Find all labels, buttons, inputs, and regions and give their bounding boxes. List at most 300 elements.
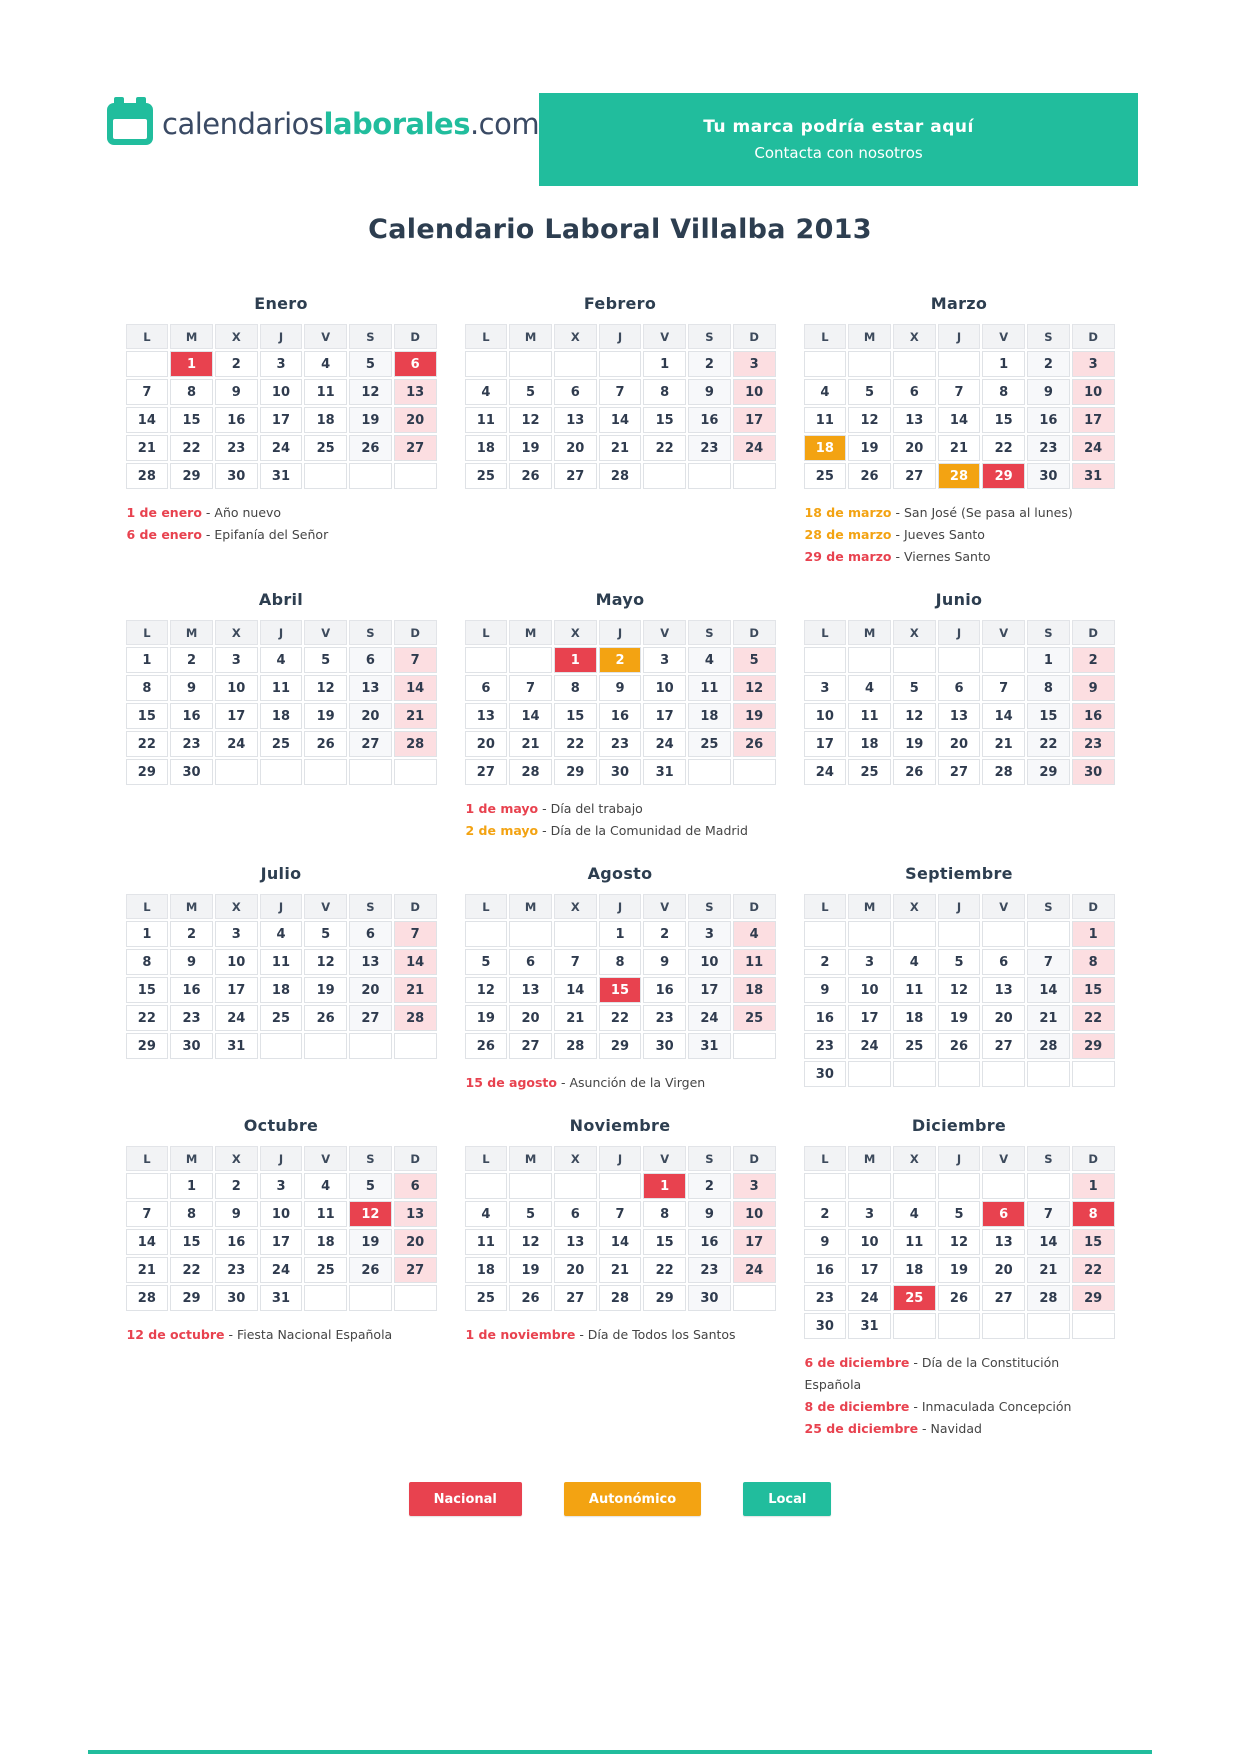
day-cell: 7 bbox=[938, 379, 981, 405]
legend-nacional-button[interactable]: Nacional bbox=[409, 1482, 522, 1516]
week-row bbox=[126, 1005, 437, 1031]
day-cell: 7 bbox=[394, 647, 437, 673]
day-cell: 14 bbox=[394, 675, 437, 701]
week-row bbox=[465, 731, 776, 757]
page-title: Calendario Laboral Villalba 2013 bbox=[368, 214, 872, 245]
weekday-header-cell: X bbox=[893, 324, 936, 349]
day-cell: 24 bbox=[848, 1285, 891, 1311]
weekday-header-cell: L bbox=[126, 324, 169, 349]
holiday-day-cell: 1 bbox=[554, 647, 597, 673]
holiday-day-cell: 6 bbox=[394, 351, 437, 377]
day-cell: 4 bbox=[304, 1173, 347, 1199]
holiday-note bbox=[805, 546, 1117, 568]
weekday-header-cell: X bbox=[554, 894, 597, 919]
holiday-note-description: - Día de la Constitución Española bbox=[804, 1355, 1060, 1392]
holiday-note-date: 28 de marzo bbox=[804, 527, 892, 542]
day-cell: 15 bbox=[126, 977, 169, 1003]
weekday-header-cell: D bbox=[733, 1146, 776, 1171]
week-row bbox=[804, 1201, 1115, 1227]
day-cell: 7 bbox=[126, 1201, 169, 1227]
day-cell: 15 bbox=[1027, 703, 1070, 729]
day-cell: 12 bbox=[938, 1229, 981, 1255]
day-cell: 20 bbox=[554, 435, 597, 461]
week-row bbox=[465, 1005, 776, 1031]
day-cell: 26 bbox=[465, 1033, 508, 1059]
day-cell: 12 bbox=[349, 379, 392, 405]
day-cell: 1 bbox=[982, 351, 1025, 377]
day-cell: 10 bbox=[260, 1201, 303, 1227]
day-cell: 22 bbox=[170, 1257, 213, 1283]
day-cell: 26 bbox=[509, 1285, 552, 1311]
empty-cell bbox=[304, 1033, 347, 1059]
week-row bbox=[126, 703, 437, 729]
weekday-header-cell: L bbox=[465, 324, 508, 349]
day-cell: 9 bbox=[170, 675, 213, 701]
day-cell: 31 bbox=[848, 1313, 891, 1339]
day-cell: 30 bbox=[804, 1313, 847, 1339]
day-cell: 23 bbox=[643, 1005, 686, 1031]
holiday-day-cell: 15 bbox=[599, 977, 642, 1003]
day-cell: 25 bbox=[260, 731, 303, 757]
day-cell: 29 bbox=[170, 1285, 213, 1311]
day-cell: 10 bbox=[1072, 379, 1115, 405]
day-cell: 25 bbox=[260, 1005, 303, 1031]
week-row bbox=[465, 407, 776, 433]
calendar-ring-icon bbox=[136, 97, 146, 111]
holiday-note-date: 1 de enero bbox=[126, 505, 202, 520]
day-cell: 6 bbox=[554, 379, 597, 405]
calendar-table bbox=[124, 892, 439, 1061]
day-cell: 29 bbox=[126, 1033, 169, 1059]
day-cell: 31 bbox=[688, 1033, 731, 1059]
empty-cell bbox=[982, 1173, 1025, 1199]
day-cell: 20 bbox=[349, 703, 392, 729]
weekday-header-cell: V bbox=[304, 324, 347, 349]
day-cell: 22 bbox=[1072, 1005, 1115, 1031]
day-cell: 28 bbox=[1027, 1033, 1070, 1059]
day-cell: 23 bbox=[1027, 435, 1070, 461]
holiday-note-date: 8 de diciembre bbox=[804, 1399, 910, 1414]
day-cell: 4 bbox=[465, 379, 508, 405]
empty-cell bbox=[848, 647, 891, 673]
legend-autonomico-button[interactable]: Autonómico bbox=[564, 1482, 701, 1516]
day-cell: 20 bbox=[893, 435, 936, 461]
week-row bbox=[126, 977, 437, 1003]
day-cell: 4 bbox=[260, 647, 303, 673]
empty-cell bbox=[848, 1173, 891, 1199]
weekday-header-cell: X bbox=[893, 894, 936, 919]
day-cell: 18 bbox=[733, 977, 776, 1003]
day-cell: 19 bbox=[938, 1257, 981, 1283]
day-cell: 11 bbox=[260, 675, 303, 701]
holiday-note-description: - Día del trabajo bbox=[542, 801, 643, 816]
day-cell: 9 bbox=[688, 1201, 731, 1227]
week-row bbox=[126, 1285, 437, 1311]
holiday-note-date: 25 de diciembre bbox=[804, 1421, 919, 1436]
day-cell: 4 bbox=[848, 675, 891, 701]
day-cell: 24 bbox=[215, 1005, 258, 1031]
week-row bbox=[465, 379, 776, 405]
weekday-header-cell: M bbox=[509, 324, 552, 349]
day-cell: 2 bbox=[170, 921, 213, 947]
day-cell: 27 bbox=[554, 1285, 597, 1311]
month-block-mayo bbox=[463, 590, 778, 842]
calendar-table bbox=[124, 618, 439, 787]
month-block-noviembre bbox=[463, 1116, 778, 1346]
day-cell: 18 bbox=[893, 1257, 936, 1283]
site-wordmark bbox=[162, 107, 539, 141]
day-cell: 28 bbox=[1027, 1285, 1070, 1311]
weekday-header-cell: J bbox=[599, 324, 642, 349]
holiday-note-description: - Día de Todos los Santos bbox=[579, 1327, 736, 1342]
weekday-header-cell: D bbox=[733, 894, 776, 919]
day-cell: 21 bbox=[1027, 1257, 1070, 1283]
day-cell: 13 bbox=[465, 703, 508, 729]
holiday-note-date: 12 de octubre bbox=[126, 1327, 225, 1342]
day-cell: 8 bbox=[643, 379, 686, 405]
day-cell: 11 bbox=[688, 675, 731, 701]
weekday-header-cell: L bbox=[126, 894, 169, 919]
day-cell: 5 bbox=[304, 921, 347, 947]
day-cell: 16 bbox=[804, 1005, 847, 1031]
day-cell: 31 bbox=[643, 759, 686, 785]
day-cell: 30 bbox=[1027, 463, 1070, 489]
day-cell: 5 bbox=[465, 949, 508, 975]
empty-cell bbox=[938, 1313, 981, 1339]
legend-local-button[interactable]: Local bbox=[743, 1482, 831, 1516]
holiday-day-cell: 8 bbox=[1072, 1201, 1115, 1227]
day-cell: 14 bbox=[599, 407, 642, 433]
day-cell: 14 bbox=[938, 407, 981, 433]
weekday-header-cell: M bbox=[509, 894, 552, 919]
day-cell: 8 bbox=[170, 1201, 213, 1227]
day-cell: 17 bbox=[1072, 407, 1115, 433]
day-cell: 11 bbox=[260, 949, 303, 975]
holiday-day-cell: 25 bbox=[893, 1285, 936, 1311]
day-cell: 9 bbox=[804, 1229, 847, 1255]
week-row bbox=[804, 407, 1115, 433]
day-cell: 23 bbox=[215, 435, 258, 461]
holiday-notes bbox=[124, 502, 439, 546]
weekday-header-cell: J bbox=[260, 894, 303, 919]
week-row bbox=[804, 647, 1115, 673]
week-row bbox=[126, 435, 437, 461]
month-title: Noviembre bbox=[569, 1116, 671, 1135]
weekday-header-cell: D bbox=[394, 1146, 437, 1171]
day-cell: 8 bbox=[982, 379, 1025, 405]
day-cell: 1 bbox=[170, 1173, 213, 1199]
weekday-header-cell: M bbox=[848, 894, 891, 919]
empty-cell bbox=[1072, 1061, 1115, 1087]
day-cell: 14 bbox=[1027, 977, 1070, 1003]
week-row bbox=[465, 351, 776, 377]
day-cell: 10 bbox=[215, 949, 258, 975]
empty-cell bbox=[848, 1061, 891, 1087]
day-cell: 27 bbox=[349, 1005, 392, 1031]
weekday-header-cell: L bbox=[804, 1146, 847, 1171]
day-cell: 28 bbox=[599, 1285, 642, 1311]
day-cell: 15 bbox=[126, 703, 169, 729]
day-cell: 11 bbox=[465, 407, 508, 433]
empty-cell bbox=[893, 1061, 936, 1087]
day-cell: 27 bbox=[982, 1285, 1025, 1311]
week-row bbox=[804, 351, 1115, 377]
week-row bbox=[804, 759, 1115, 785]
holiday-note bbox=[466, 820, 778, 842]
day-cell: 4 bbox=[804, 379, 847, 405]
day-cell: 31 bbox=[1072, 463, 1115, 489]
calendar-table bbox=[802, 1144, 1117, 1341]
empty-cell bbox=[394, 463, 437, 489]
empty-cell bbox=[304, 463, 347, 489]
week-row bbox=[126, 1033, 437, 1059]
weekday-header-cell: S bbox=[349, 894, 392, 919]
day-cell: 10 bbox=[804, 703, 847, 729]
week-row bbox=[804, 1229, 1115, 1255]
day-cell: 12 bbox=[465, 977, 508, 1003]
month-block-abril bbox=[124, 590, 439, 787]
day-cell: 13 bbox=[394, 1201, 437, 1227]
day-cell: 5 bbox=[509, 1201, 552, 1227]
day-cell: 1 bbox=[643, 351, 686, 377]
day-cell: 23 bbox=[804, 1285, 847, 1311]
holiday-note-date: 1 de noviembre bbox=[465, 1327, 576, 1342]
empty-cell bbox=[509, 1173, 552, 1199]
empty-cell bbox=[465, 351, 508, 377]
weekday-header-cell: S bbox=[688, 324, 731, 349]
empty-cell bbox=[982, 921, 1025, 947]
day-cell: 20 bbox=[982, 1005, 1025, 1031]
day-cell: 20 bbox=[465, 731, 508, 757]
weekday-header-cell: X bbox=[215, 894, 258, 919]
day-cell: 3 bbox=[733, 351, 776, 377]
day-cell: 12 bbox=[893, 703, 936, 729]
month-title: Enero bbox=[254, 294, 308, 313]
day-cell: 14 bbox=[509, 703, 552, 729]
weekday-header-cell: D bbox=[1072, 620, 1115, 645]
day-cell: 16 bbox=[599, 703, 642, 729]
day-cell: 11 bbox=[304, 1201, 347, 1227]
holiday-note-description: - Año nuevo bbox=[205, 505, 282, 520]
day-cell: 13 bbox=[349, 949, 392, 975]
day-cell: 22 bbox=[126, 1005, 169, 1031]
empty-cell bbox=[349, 1285, 392, 1311]
week-row bbox=[465, 1229, 776, 1255]
week-row bbox=[804, 1257, 1115, 1283]
empty-cell bbox=[509, 351, 552, 377]
day-cell: 28 bbox=[126, 463, 169, 489]
day-cell: 25 bbox=[304, 435, 347, 461]
day-cell: 2 bbox=[1072, 647, 1115, 673]
month-title: Septiembre bbox=[905, 864, 1013, 883]
day-cell: 5 bbox=[848, 379, 891, 405]
day-cell: 17 bbox=[848, 1257, 891, 1283]
day-cell: 3 bbox=[1072, 351, 1115, 377]
day-cell: 8 bbox=[170, 379, 213, 405]
week-row bbox=[126, 1229, 437, 1255]
holiday-note-date: 6 de diciembre bbox=[804, 1355, 910, 1370]
footer-accent-bar bbox=[88, 1750, 1152, 1754]
day-cell: 8 bbox=[554, 675, 597, 701]
weekday-header-cell: V bbox=[643, 1146, 686, 1171]
empty-cell bbox=[260, 1033, 303, 1059]
weekday-header-cell: M bbox=[170, 1146, 213, 1171]
day-cell: 5 bbox=[349, 351, 392, 377]
day-cell: 26 bbox=[733, 731, 776, 757]
month-title: Diciembre bbox=[911, 1116, 1007, 1135]
empty-cell bbox=[688, 759, 731, 785]
day-cell: 8 bbox=[1027, 675, 1070, 701]
site-logo[interactable] bbox=[107, 103, 539, 145]
day-cell: 5 bbox=[509, 379, 552, 405]
day-cell: 30 bbox=[215, 1285, 258, 1311]
day-cell: 17 bbox=[733, 407, 776, 433]
day-cell: 20 bbox=[938, 731, 981, 757]
day-cell: 21 bbox=[938, 435, 981, 461]
month-title: Marzo bbox=[930, 294, 988, 313]
week-row bbox=[126, 1201, 437, 1227]
day-cell: 11 bbox=[304, 379, 347, 405]
weekday-header-cell: D bbox=[394, 324, 437, 349]
day-cell: 25 bbox=[688, 731, 731, 757]
holiday-note-date: 6 de enero bbox=[126, 527, 202, 542]
month-title: Agosto bbox=[587, 864, 653, 883]
day-cell: 7 bbox=[554, 949, 597, 975]
empty-cell bbox=[804, 351, 847, 377]
day-cell: 9 bbox=[1072, 675, 1115, 701]
empty-cell bbox=[982, 1313, 1025, 1339]
day-cell: 27 bbox=[509, 1033, 552, 1059]
day-cell: 23 bbox=[170, 731, 213, 757]
day-cell: 24 bbox=[1072, 435, 1115, 461]
day-cell: 2 bbox=[643, 921, 686, 947]
day-cell: 8 bbox=[1072, 949, 1115, 975]
weekday-header-cell: V bbox=[643, 894, 686, 919]
weekday-header-cell: M bbox=[170, 620, 213, 645]
day-cell: 30 bbox=[170, 1033, 213, 1059]
weekday-header-cell: L bbox=[126, 1146, 169, 1171]
day-cell: 21 bbox=[554, 1005, 597, 1031]
day-cell: 6 bbox=[982, 949, 1025, 975]
weekday-header-cell: S bbox=[688, 894, 731, 919]
calendar-table bbox=[802, 322, 1117, 491]
holiday-notes bbox=[802, 1352, 1117, 1440]
day-cell: 19 bbox=[893, 731, 936, 757]
day-cell: 7 bbox=[1027, 1201, 1070, 1227]
empty-cell bbox=[804, 1173, 847, 1199]
day-cell: 30 bbox=[688, 1285, 731, 1311]
holiday-note bbox=[127, 524, 439, 546]
weekday-header-cell: V bbox=[643, 324, 686, 349]
holiday-notes bbox=[463, 1072, 778, 1094]
weekday-header-cell: V bbox=[304, 894, 347, 919]
day-cell: 23 bbox=[1072, 731, 1115, 757]
week-row bbox=[465, 1257, 776, 1283]
weekday-header-cell: J bbox=[938, 1146, 981, 1171]
day-cell: 26 bbox=[938, 1033, 981, 1059]
day-cell: 4 bbox=[688, 647, 731, 673]
week-row bbox=[465, 435, 776, 461]
day-cell: 20 bbox=[394, 1229, 437, 1255]
empty-cell bbox=[733, 1033, 776, 1059]
day-cell: 11 bbox=[893, 977, 936, 1003]
day-cell: 19 bbox=[938, 1005, 981, 1031]
day-cell: 29 bbox=[1072, 1285, 1115, 1311]
day-cell: 19 bbox=[509, 435, 552, 461]
week-row bbox=[465, 703, 776, 729]
day-cell: 21 bbox=[394, 703, 437, 729]
day-cell: 28 bbox=[126, 1285, 169, 1311]
empty-cell bbox=[554, 1173, 597, 1199]
day-cell: 29 bbox=[170, 463, 213, 489]
weekday-header-cell: V bbox=[643, 620, 686, 645]
week-row bbox=[804, 1313, 1115, 1339]
day-cell: 13 bbox=[394, 379, 437, 405]
day-cell: 12 bbox=[304, 949, 347, 975]
weekday-header-cell: J bbox=[260, 1146, 303, 1171]
day-cell: 31 bbox=[260, 1285, 303, 1311]
month-title: Junio bbox=[935, 590, 983, 609]
weekday-header-cell: S bbox=[688, 1146, 731, 1171]
day-cell: 16 bbox=[1027, 407, 1070, 433]
day-cell: 10 bbox=[848, 977, 891, 1003]
holiday-note bbox=[805, 1396, 1117, 1418]
day-cell: 30 bbox=[1072, 759, 1115, 785]
week-row bbox=[804, 921, 1115, 947]
day-cell: 19 bbox=[304, 977, 347, 1003]
day-cell: 18 bbox=[304, 407, 347, 433]
empty-cell bbox=[509, 921, 552, 947]
week-row bbox=[804, 435, 1115, 461]
day-cell: 21 bbox=[126, 1257, 169, 1283]
day-cell: 25 bbox=[893, 1033, 936, 1059]
day-cell: 9 bbox=[170, 949, 213, 975]
day-cell: 12 bbox=[509, 1229, 552, 1255]
week-row bbox=[126, 1257, 437, 1283]
ad-banner-contact-link[interactable]: Contacta con nosotros bbox=[754, 144, 923, 162]
day-cell: 24 bbox=[260, 1257, 303, 1283]
weekday-header-cell: L bbox=[804, 894, 847, 919]
week-row bbox=[126, 351, 437, 377]
day-cell: 7 bbox=[599, 1201, 642, 1227]
day-cell: 7 bbox=[599, 379, 642, 405]
week-row bbox=[126, 379, 437, 405]
calendar-table bbox=[124, 1144, 439, 1313]
day-cell: 7 bbox=[126, 379, 169, 405]
day-cell: 10 bbox=[215, 675, 258, 701]
weekday-header-cell: D bbox=[733, 620, 776, 645]
holiday-day-cell: 18 bbox=[804, 435, 847, 461]
month-block-agosto bbox=[463, 864, 778, 1094]
week-row bbox=[804, 1173, 1115, 1199]
day-cell: 6 bbox=[394, 1173, 437, 1199]
weekday-header-cell: D bbox=[733, 324, 776, 349]
weekday-header-cell: S bbox=[349, 324, 392, 349]
day-cell: 17 bbox=[260, 407, 303, 433]
day-cell: 20 bbox=[394, 407, 437, 433]
weekday-header-cell: M bbox=[509, 1146, 552, 1171]
ad-banner[interactable] bbox=[539, 93, 1138, 186]
weekday-header-cell: J bbox=[938, 894, 981, 919]
holiday-note-date: 15 de agosto bbox=[465, 1075, 557, 1090]
day-cell: 5 bbox=[349, 1173, 392, 1199]
day-cell: 4 bbox=[465, 1201, 508, 1227]
day-cell: 9 bbox=[215, 379, 258, 405]
holiday-note-description: - Inmaculada Concepción bbox=[913, 1399, 1072, 1414]
day-cell: 2 bbox=[1027, 351, 1070, 377]
empty-cell bbox=[938, 1173, 981, 1199]
day-cell: 23 bbox=[804, 1033, 847, 1059]
